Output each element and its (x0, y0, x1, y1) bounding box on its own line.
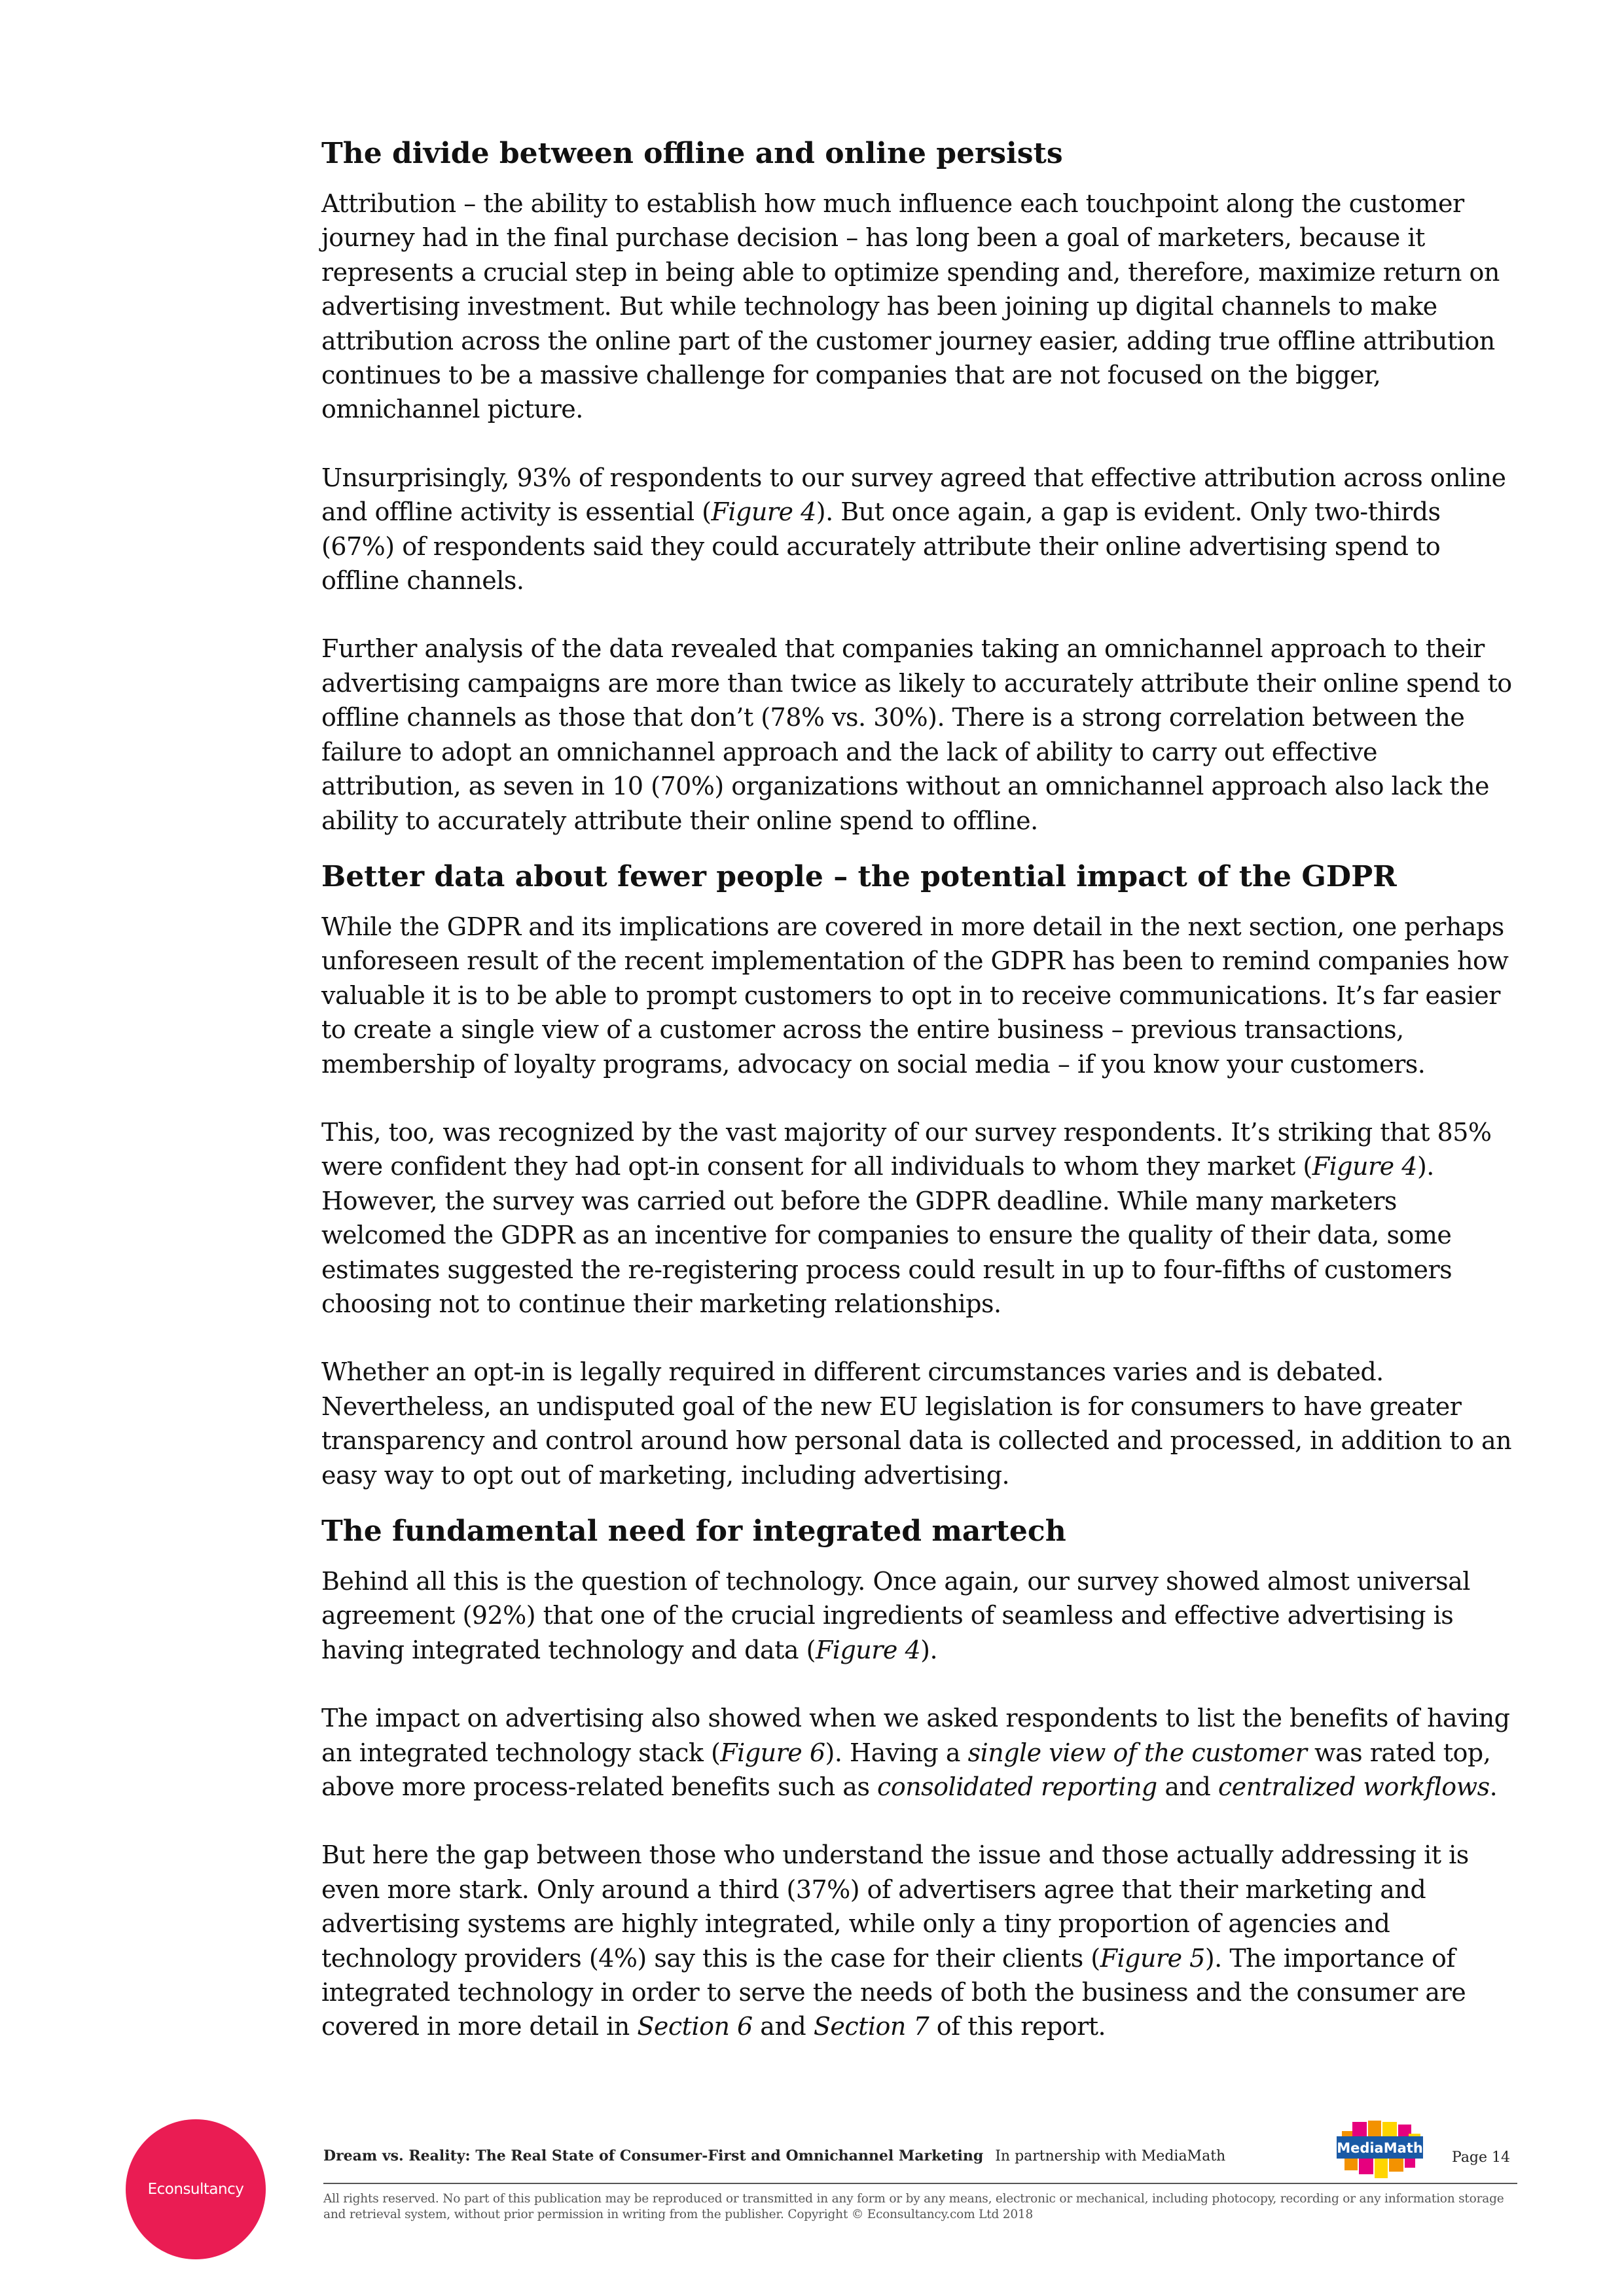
section-heading-offline-online: The divide between offline and online persists (321, 137, 1063, 170)
figure-reference: Figure 4 (1312, 1152, 1417, 1181)
paragraph: Attribution – the ability to establish how much influence each touchpoint along the customer journey had in the final purchase decision – has long been a goal of marketers, because it represents a crucial step in being able to optimize spending and, therefore, maximize return on advertising investment. But while technology has been joining up digital channels to make attribution across the online part of the customer journey easier, adding true offline attribution continues to be a massive challenge for companies that are not focused on the bigger, omnichannel picture. (321, 189, 1500, 424)
emphasis: single view of the customer (967, 1738, 1307, 1767)
partner-text: In partnership with MediaMath (995, 2148, 1226, 2164)
figure-reference: Figure 4 (711, 497, 816, 527)
figure-reference: Figure 4 (815, 1635, 921, 1664)
section-heading-gdpr: Better data about fewer people – the potential impact of the GDPR (321, 859, 1397, 893)
figure-reference: Figure 5 (1100, 1943, 1205, 1973)
paragraph: Behind all this is the question of technology. Once again, our survey showed almost universal agreement (92%) that one of the crucial ingredients of seamless and effective advertising is having integrated technology and data (Figure 4). (321, 1567, 1470, 1664)
paragraph: Whether an opt-in is legally required in different circumstances varies and is debated. Nevertheless, an undisputed goal of the new EU legislation is for consumers to have greater transparency and control around how personal data is collected and processed, in addition to an easy way to opt out of marketing, including advertising. (321, 1357, 1512, 1490)
report-title: Dream vs. Reality: The Real State of Consumer-First and Omnichannel Marketing (323, 2147, 984, 2164)
section-reference: Section 7 (813, 2012, 929, 2041)
page-number: Page 14 (1452, 2149, 1511, 2166)
paragraph: This, too, was recognized by the vast majority of our survey respondents. It’s striking that 85% were confident they had opt-in consent for all individuals to whom they market (Figure 4). However, the survey was carried out before the GDPR deadline. While many marketers welcomed the GDPR as an incentive for companies to ensure the quality of their data, some estimates suggested the re-registering process could result in up to four-fifths of customers choosing not to continue their marketing relationships. (321, 1117, 1492, 1318)
paragraph: But here the gap between those who understand the issue and those actually addressing it is even more stark. Only around a third (37%) of advertisers agree that their marketing and advertising systems are highly integrated, while only a tiny proportion of agencies and technology providers (4%) say this is the case for their clients (Figure 5). The importance of integrated technology in order to serve the needs of both the business and the consumer are covered in more detail in Section 6 and Section 7 of this report. (321, 1840, 1469, 2041)
section-reference: Section 6 (637, 2012, 753, 2041)
copyright-notice: All rights reserved. No part of this publication may be reproduced or transmitted in any form or by any means, electronic or mechanical, including photocopy, recording or any information storage and retrieval system, without prior permission in writing from the publisher. Copyright © Econsultancy.com Ltd 2018 (323, 2192, 1504, 2221)
econsultancy-logo-text: Econsultancy (147, 2181, 244, 2198)
emphasis: consolidated reporting (877, 1772, 1157, 1802)
econsultancy-logo (126, 2119, 266, 2259)
main-content (321, 134, 1519, 2078)
paragraph: While the GDPR and its implications are covered in more detail in the next section, one perhaps unforeseen result of the recent implementation of the GDPR has been to remind companies how valuable it is to be able to prompt customers to opt in to receive communications. It’s far easier to create a single view of a customer across the entire business – previous transactions, membership of loyalty programs, advocacy on social media – if you know your customers. (321, 912, 1509, 1079)
footer-report-line (323, 2121, 1498, 2164)
paragraph: The impact on advertising also showed when we asked respondents to list the benefits of having an integrated technology stack (Figure 6). Having a single view of the customer was rated top, above more process-related benefits such as consolidated reporting and centralized workflows. (321, 1704, 1510, 1802)
mediamath-logo (1333, 2121, 1427, 2182)
footer-divider (323, 2183, 1517, 2184)
paragraph: Further analysis of the data revealed that companies taking an omnichannel approach to their advertising campaigns are more than twice as likely to accurately attribute their online spend to offline channels as those that don’t (78% vs. 30%). There is a strong correlation between the failure to adopt an omnichannel approach and the lack of ability to carry out effective attribution, as seven in 10 (70%) organizations without an omnichannel approach also lack the ability to accurately attribute their online spend to offline. (321, 634, 1512, 835)
mediamath-logo-text: MediaMath (1337, 2140, 1423, 2156)
paragraph: Unsurprisingly, 93% of respondents to our survey agreed that effective attribution across online and offline activity is essential (Figure 4). But once again, a gap is evident. Only two-thirds (67%) of respondents said they could accurately attribute their online advertising spend to offline channels. (321, 463, 1506, 596)
emphasis: centralized workflows (1218, 1772, 1490, 1802)
figure-reference: Figure 6 (720, 1738, 825, 1767)
section-heading-martech: The fundamental need for integrated martech (321, 1515, 1066, 1548)
